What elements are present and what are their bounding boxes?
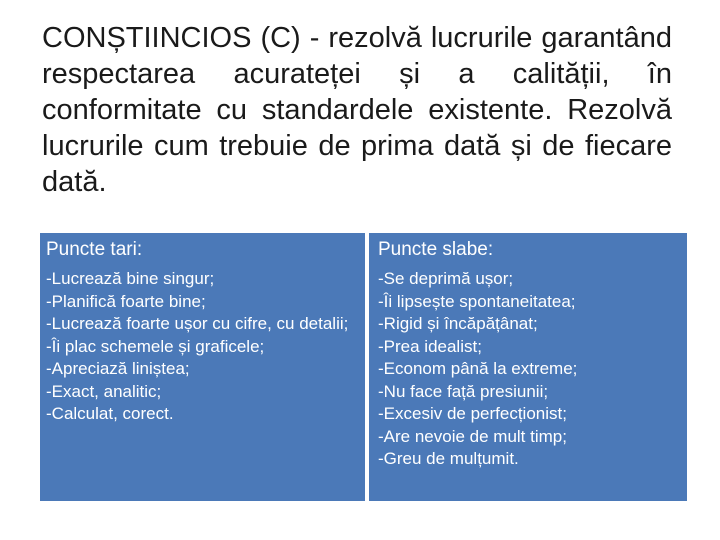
intro-heading: CONȘTIINCIOS (C) - [42,22,329,54]
strength-item: -Exact, analitic; [46,381,162,401]
strength-item: -Îi plac schemele și graficele; [46,336,265,356]
strength-item: -Apreciază liniștea; [46,359,190,378]
strengths-list [46,268,359,426]
weaknesses-list [378,268,678,471]
strengths-column [40,233,365,501]
weaknesses-column [369,233,687,501]
strength-item: -Lucrează bine singur; [46,269,215,288]
weakness-item: -Se deprimă ușor; [378,269,514,288]
intro-paragraph [42,20,672,200]
strengths-header: Puncte tari: [46,239,143,260]
weakness-item: -Rigid și încăpățânat; [378,314,538,333]
strength-item: -Planifică foarte bine; [46,291,206,311]
strength-item: -Calculat, corect. [46,404,174,423]
weakness-item: -Îi lipsește spontaneitatea; [378,291,576,311]
traits-table [40,233,687,501]
weakness-item: -Are nevoie de mult timp; [378,426,567,446]
weaknesses-header: Puncte slabe: [378,239,494,260]
strength-item: -Lucrează foarte ușor cu cifre, cu detalii; [46,314,349,333]
weakness-item: -Nu face față presiunii; [378,381,549,401]
weakness-item: -Excesiv de perfecționist; [378,404,567,423]
weakness-item: -Greu de mulțumit. [378,449,519,468]
intro-text: rezolvă lucrurile garantând respectarea acurateței și a calității, în conformitate cu standardele existente. Rezolvă lucrurile cum trebuie de prima dată și de fiecare dată. [42,22,672,198]
weakness-item: -Econom până la extreme; [378,359,578,378]
weakness-item: -Prea idealist; [378,336,482,356]
